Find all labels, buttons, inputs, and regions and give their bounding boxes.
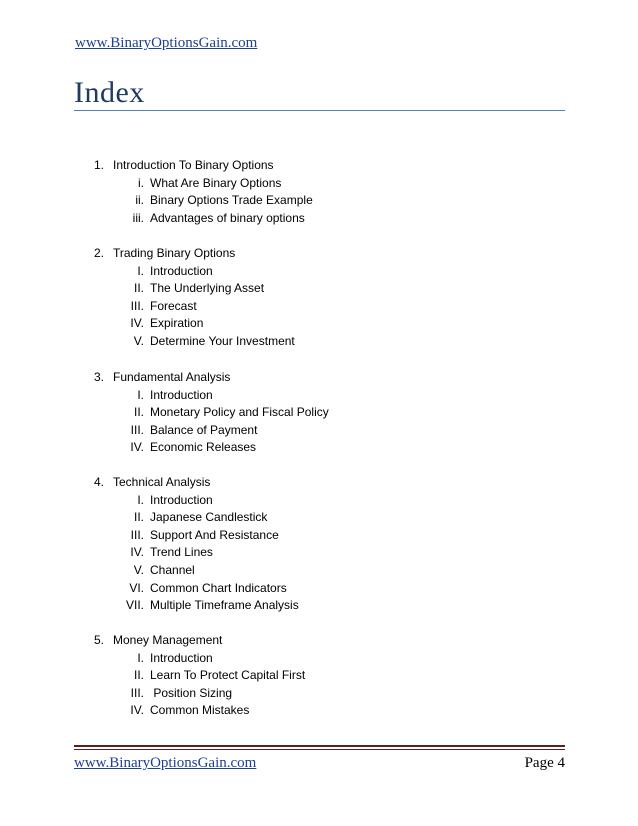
item-number: II. xyxy=(133,510,144,525)
item-number: I. xyxy=(137,387,144,402)
footer-url-link[interactable]: www.BinaryOptionsGain.com xyxy=(74,755,257,771)
toc-item[interactable]: Advantages of binary options xyxy=(150,210,305,225)
item-number: III. xyxy=(130,298,144,313)
section-title[interactable]: Fundamental Analysis xyxy=(113,370,231,384)
toc-item[interactable]: Trend Lines xyxy=(150,545,213,560)
toc-item[interactable]: Determine Your Investment xyxy=(150,333,295,348)
item-number: ii. xyxy=(135,193,144,208)
section-title[interactable]: Money Management xyxy=(113,633,223,647)
page-number: Page 4 xyxy=(524,755,565,771)
toc-item[interactable]: Common Mistakes xyxy=(150,703,250,718)
toc-item[interactable]: Introduction xyxy=(150,387,213,402)
item-number: i. xyxy=(138,175,144,190)
footer-rule-thin xyxy=(74,749,565,750)
item-number: IV. xyxy=(130,316,144,331)
toc-section-1 xyxy=(0,157,638,227)
item-number: I. xyxy=(137,650,144,665)
item-number: III. xyxy=(130,527,144,542)
section-number: 4. xyxy=(94,475,105,489)
item-number: III. xyxy=(130,685,144,700)
page-title: Index xyxy=(74,76,145,109)
item-number: I. xyxy=(137,492,144,507)
section-title[interactable]: Introduction To Binary Options xyxy=(113,158,274,172)
toc-item[interactable]: Binary Options Trade Example xyxy=(150,193,313,208)
toc-item[interactable]: Japanese Candlestick xyxy=(150,510,268,525)
toc-item[interactable]: Common Chart Indicators xyxy=(150,580,287,595)
section-number: 1. xyxy=(94,158,105,172)
toc-section-2 xyxy=(0,245,638,351)
item-number: VI. xyxy=(129,580,144,595)
toc-item[interactable]: Balance of Payment xyxy=(150,422,258,437)
section-title[interactable]: Trading Binary Options xyxy=(113,246,236,260)
item-number: III. xyxy=(130,422,144,437)
toc-section-5 xyxy=(0,632,638,720)
item-number: VII. xyxy=(125,598,144,613)
toc-item[interactable]: Position Sizing xyxy=(150,685,233,700)
toc-section-3 xyxy=(0,369,638,457)
toc-item[interactable]: Monetary Policy and Fiscal Policy xyxy=(150,405,329,420)
toc-item[interactable]: Introduction xyxy=(150,263,213,278)
footer-rule-thick xyxy=(74,745,565,747)
section-title[interactable]: Technical Analysis xyxy=(113,475,211,489)
item-number: V. xyxy=(133,333,144,348)
item-number: IV. xyxy=(130,545,144,560)
item-number: V. xyxy=(133,562,144,577)
header-url-link[interactable]: www.BinaryOptionsGain.com xyxy=(75,35,258,51)
item-number: IV. xyxy=(130,703,144,718)
item-number: II. xyxy=(133,405,144,420)
toc-section-4 xyxy=(0,474,638,615)
toc-item[interactable]: Economic Releases xyxy=(150,440,257,455)
item-number: iii. xyxy=(132,210,144,225)
toc-item[interactable]: Expiration xyxy=(150,316,204,331)
toc-item[interactable]: Introduction xyxy=(150,650,213,665)
item-number: I. xyxy=(137,263,144,278)
toc-item[interactable]: Support And Resistance xyxy=(150,527,279,542)
section-number: 2. xyxy=(94,246,105,260)
item-number: IV. xyxy=(130,440,144,455)
toc-item[interactable]: What Are Binary Options xyxy=(150,175,282,190)
toc-item[interactable]: The Underlying Asset xyxy=(150,281,265,296)
item-number: II. xyxy=(133,281,144,296)
toc-item[interactable]: Multiple Timeframe Analysis xyxy=(150,598,299,613)
toc-item[interactable]: Introduction xyxy=(150,492,213,507)
toc-item[interactable]: Learn To Protect Capital First xyxy=(150,668,306,683)
toc-item[interactable]: Channel xyxy=(150,562,195,577)
section-number: 5. xyxy=(94,633,105,647)
toc-item[interactable]: Forecast xyxy=(150,298,197,313)
section-number: 3. xyxy=(94,370,105,384)
item-number: II. xyxy=(133,668,144,683)
